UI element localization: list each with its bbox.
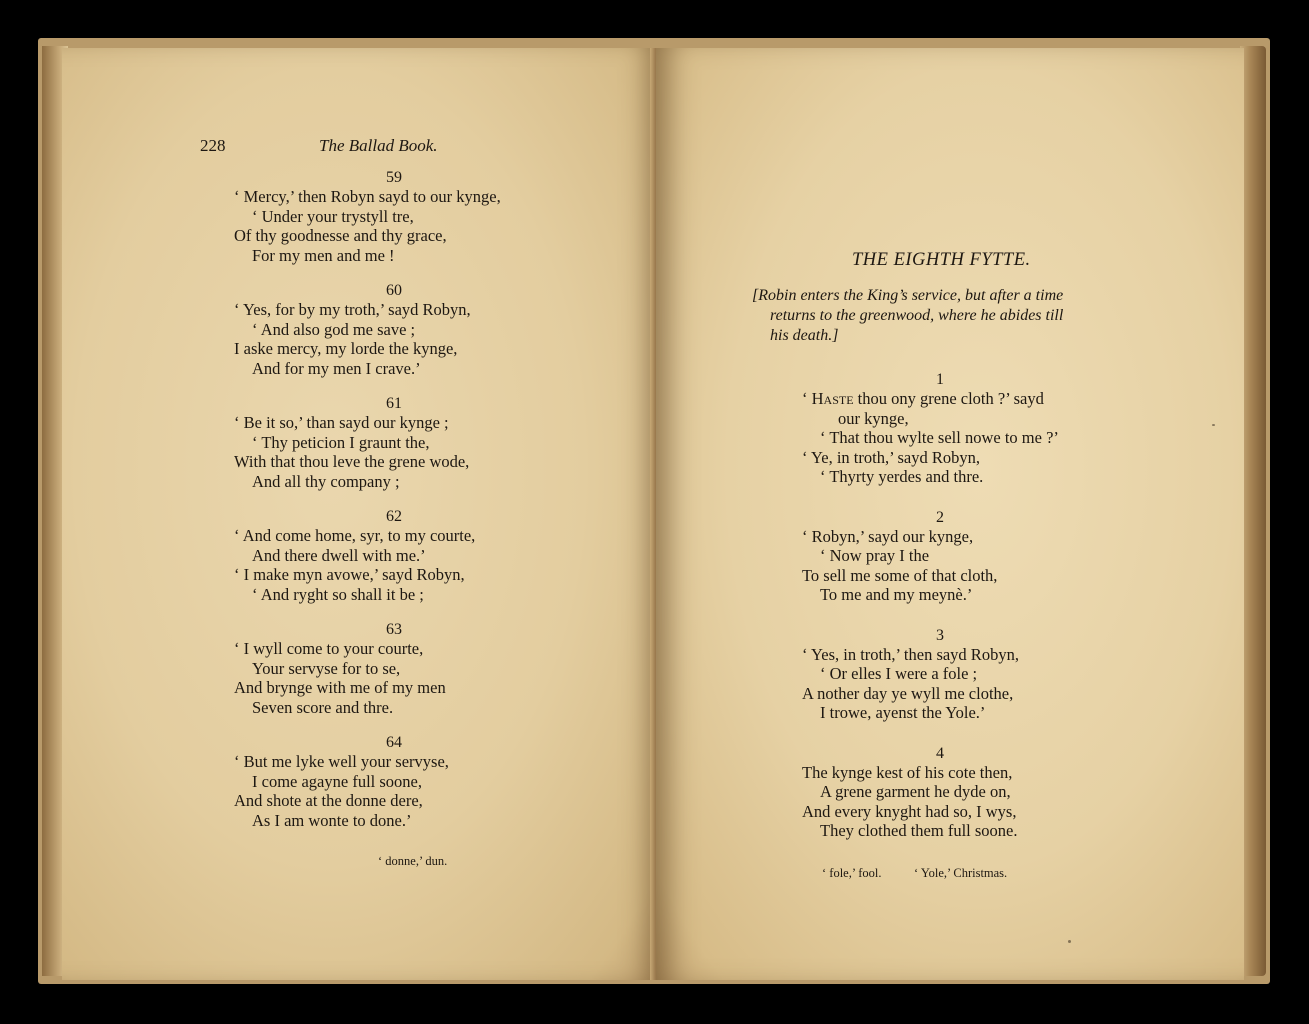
stanza-61 <box>234 394 634 491</box>
stanza-number: 59 <box>386 169 402 186</box>
verse-line: ‘ Yes, for by my troth,’ sayd Robyn, <box>234 300 471 319</box>
verse-line: ‘ Or elles I were a fole ; <box>820 664 978 683</box>
argument-line: [Robin enters the King’s service, but after a time <box>752 287 1064 304</box>
verse-line: And for my men I crave.’ <box>252 358 421 378</box>
verse-line: With that thou leve the grene wode, <box>234 452 470 471</box>
footnote: ‘ donne,’ dun. <box>378 854 448 868</box>
verse-line: To me and my meynè.’ <box>820 585 973 604</box>
verse-line: ‘ Haste thou ony grene cloth ?’ sayd <box>802 389 1044 408</box>
stanza-62 <box>234 507 634 604</box>
verse-line: And every knyght had so, I wys, <box>802 801 1017 821</box>
argument-line: his death.] <box>770 327 839 344</box>
left-stanzas <box>234 168 634 846</box>
fytte-title: THE EIGHTH FYTTE. <box>852 250 1031 270</box>
verse-line: ‘ And come home, syr, to my courte, <box>234 526 476 545</box>
verse-line: To sell me some of that cloth, <box>802 565 998 585</box>
paper-speck <box>1212 424 1215 426</box>
verse-line: ‘ And ryght so shall it be ; <box>252 584 424 604</box>
verse-line: And there dwell with me.’ <box>252 545 426 565</box>
verse-line: our kynge, <box>838 408 909 428</box>
verse-line: ‘ Under your trystyll tre, <box>252 206 414 226</box>
verse-line: Seven score and thre. <box>252 697 394 717</box>
page-number: 228 <box>200 136 226 155</box>
verse-line: ‘ Mercy,’ then Robyn sayd to our kynge, <box>234 187 501 206</box>
drop-word: Haste <box>811 389 854 408</box>
running-title: The Ballad Book. <box>319 136 438 155</box>
stanza-number: 64 <box>386 734 402 751</box>
stanza-number: 4 <box>936 744 944 762</box>
verse-line: As I am wonte to done.’ <box>252 810 412 830</box>
argument-line: returns to the greenwood, where he abides till <box>770 307 1064 324</box>
verse-line: They clothed them full soone. <box>820 821 1018 840</box>
verse-line: ‘ And also god me save ; <box>252 319 416 339</box>
verse-line: A grene garment he dyde on, <box>820 782 1011 801</box>
footnote: ‘ Yole,’ Christmas. <box>914 866 1008 880</box>
verse-line: ‘ Thyrty yerdes and thre. <box>820 467 984 486</box>
verse-line: ‘ Now pray I the <box>820 546 930 565</box>
verse-line: ‘ I make myn avowe,’ sayd Robyn, <box>234 565 465 584</box>
verse-line: ‘ That thou wylte sell nowe to me ?’ <box>820 428 1059 447</box>
footnote: ‘ fole,’ fool. <box>822 866 882 880</box>
stanza-number: 62 <box>386 508 402 525</box>
verse-line: ‘ Ye, in troth,’ sayd Robyn, <box>802 447 980 467</box>
stanza-3 <box>802 626 1192 723</box>
argument-summary <box>752 286 1152 346</box>
verse-line: ‘ Thy peticion I graunt the, <box>252 432 430 452</box>
paper-speck <box>1068 940 1071 943</box>
verse-line: I aske mercy, my lorde the kynge, <box>234 339 458 358</box>
stanza-1 <box>802 370 1192 487</box>
verse-line: ‘ Robyn,’ sayd our kynge, <box>802 526 974 546</box>
verse-line: A nother day ye wyll me clothe, <box>802 683 1014 703</box>
stanza-number: 2 <box>936 508 944 526</box>
verse-line: And brynge with me of my men <box>234 678 446 697</box>
verse-line: Of thy goodnesse and thy grace, <box>234 226 447 245</box>
verse-line: ‘ I wyll come to your courte, <box>234 639 424 658</box>
stanza-2 <box>802 508 1192 605</box>
verse-line: And shote at the donne dere, <box>234 791 423 810</box>
verse-line: ‘ But me lyke well your servyse, <box>234 752 449 771</box>
right-page <box>656 48 1244 980</box>
stanza-number: 61 <box>386 395 402 412</box>
verse-text: thou ony grene cloth ?’ sayd <box>853 389 1044 408</box>
verse-line: Your servyse for to se, <box>252 658 401 678</box>
stanza-59 <box>234 168 634 265</box>
stanza-60 <box>234 281 634 378</box>
left-page <box>62 48 658 980</box>
verse-line: I trowe, ayenst the Yole.’ <box>820 703 986 722</box>
stanza-number: 3 <box>936 626 944 644</box>
stanza-number: 1 <box>936 371 944 388</box>
stanza-number: 60 <box>386 282 402 299</box>
verse-line: ‘ Be it so,’ than sayd our kynge ; <box>234 413 449 432</box>
stanza-64 <box>234 733 634 830</box>
verse-line: The kynge kest of his cote then, <box>802 762 1013 782</box>
stanza-number: 63 <box>386 621 402 638</box>
verse-line: And all thy company ; <box>252 471 400 491</box>
verse-line: I come agayne full soone, <box>252 771 422 791</box>
right-stanzas <box>802 370 1192 862</box>
stanza-4 <box>802 744 1192 841</box>
stanza-63 <box>234 620 634 717</box>
verse-line: ‘ Yes, in troth,’ then sayd Robyn, <box>802 644 1019 664</box>
open-book <box>38 38 1270 984</box>
verse-line: For my men and me ! <box>252 245 395 265</box>
